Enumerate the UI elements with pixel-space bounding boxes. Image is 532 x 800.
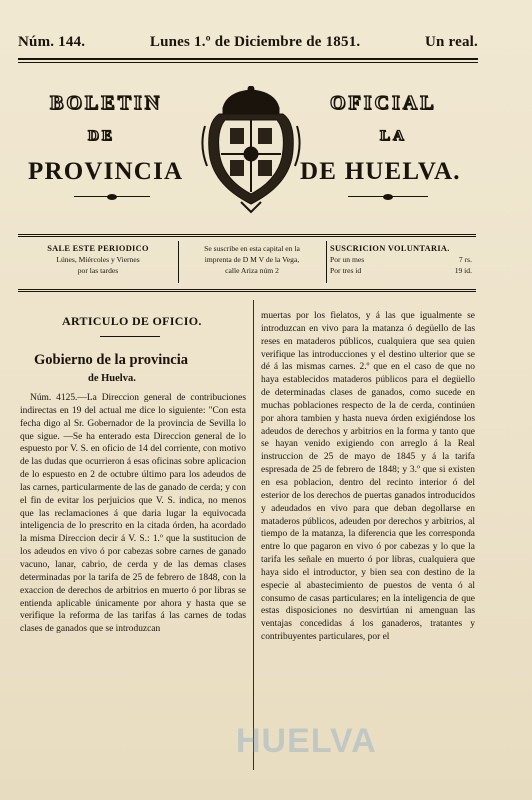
- price-value: 7 rs.: [458, 255, 472, 264]
- info-prices-title: SUSCRICION VOLUNTARIA.: [330, 244, 450, 253]
- article-heading: Gobierno de la provincia: [34, 352, 189, 368]
- masthead-de: DE: [88, 128, 115, 144]
- info-publication: [24, 243, 172, 276]
- info-place-line: Se suscribe en esta capital en la: [204, 244, 300, 253]
- info-separator: [326, 241, 327, 283]
- section-rule: [100, 336, 160, 337]
- right-column-text: [261, 310, 475, 765]
- info-subscription-place: [182, 243, 322, 276]
- watermark-huelva: HUELVA: [236, 722, 377, 760]
- ornament-left: [74, 194, 150, 200]
- price-label: Por un mes: [330, 255, 365, 264]
- info-place-line: imprenta de D M V de la Vega,: [204, 255, 300, 264]
- info-publication-title: SALE ESTE PERIODICO: [47, 244, 149, 253]
- left-column-paragraph: Núm. 4125.—La Direccion general de contribuciones indirectas en 19 del actual me dice lo siguiente: "Con esta fecha digo al Sr. Gobernador de la provincia de Sevilla lo que sigue. —Se ha enterado esta Direccion general de lo espuesto por V. S. en oficio de 14 del corriente, con motivo de las dudas que ocurrieron á esas oficinas sobre aplicacion de lo espuesto en 2 de octubre último para los adeudos de las carnes, particularmente de las de ganado de cerda; y con el fin de evitar los perjuicios que V. S. indica, no menos que las reclamaciones á que daria lugar la equivocada inteligencia de lo prescrito en la citada órden, ha acordado la misma Direccion decir á V. S.: 1.º que la sustitucion de los adeudos en vivo ó por cabezas sobre carnes de ganado vacuno, lanar, cabrio, de cerda y de las demas clases determinadas por la tarifa de 25 de febrero de 1848, con la exaccion de derechos de arbitrios en muerto ó por libras se entienda aplicable únicamente por ahora y hasta que se verifique la reforma de las tarifas á las carnes de todas clases de ganados que se introduzcan: [20, 393, 246, 635]
- masthead-oficial: OFICIAL: [330, 92, 437, 114]
- article-subheading: de Huelva.: [88, 373, 136, 384]
- section-title: ARTICULO DE OFICIO.: [62, 314, 202, 328]
- info-place-line: calle Ariza núm 2: [225, 266, 279, 275]
- header-line: [18, 34, 478, 51]
- price-value: 19 id.: [454, 266, 472, 275]
- masthead-de-huelva: DE HUELVA.: [300, 158, 461, 185]
- issue-date: Lunes 1.º de Diciembre de 1851.: [149, 34, 361, 50]
- price-row: [330, 265, 472, 276]
- ornament-right: [348, 194, 428, 200]
- price-row: [330, 254, 472, 265]
- coat-of-arms-icon: [197, 86, 305, 214]
- price-label: Por tres id: [330, 266, 362, 275]
- masthead-provincia: PROVINCIA: [28, 158, 184, 185]
- header-rule-bottom: [18, 62, 478, 63]
- column-divider: [253, 300, 254, 770]
- info-publication-days: Lúnes, Miércoles y Viernes: [56, 255, 140, 264]
- left-column-text: [20, 392, 246, 782]
- header-rule-top: [18, 58, 478, 60]
- info-publication-time: por las tardes: [77, 266, 119, 275]
- masthead-boletin: BOLETIN: [50, 92, 163, 114]
- issue-price: Un real.: [425, 34, 478, 50]
- issue-number: Núm. 144.: [18, 34, 86, 50]
- masthead-la: LA: [380, 128, 407, 144]
- right-column-paragraph: muertas por los fielatos, y á las que igualmente se introduzcan en vivo para la matanza ó degüello de las reses en mataderos públicos, cualquiera que sea quien verifique las introducciones y el destino ulterior que se dé á las mismas carnes. 2.º que en el caso de que no haya establecidos mataderos públicos para el degüello de determinadas clases de ganados, como sucede en muchas poblaciones respecto de la de cerda, continúen por ahora tambien y hasta nueva órden exigiéndose los adeudos de derechos y arbitrios en la forma y tanto que se hayan venido exigiendo con arreglo á la Real instruccion de 25 de mayo de 1845 y á la tarifa espresada de 25 de febrero de 1848; y 3.º que si existen en esa poblacion, dentro del recinto interior ó del esterior de los derechos de puertas ganados introducidos y adeudados en vivo para que deban degollarse en mataderos públicos, adeuden por derechos y arbitrios, al tiempo de la matanza, la diferencia que les corresponda entre lo que pagaron en vivo ó por cabezas y lo que la tarifa les señale en muerto ó por libras, cualquiera que haya sido el introductor, y bien sea con destino de la especie al abastecimiento de puestos de venta ó al consumo de casas particulares; en la inteligencia de que estas disposiciones no desvirtúan ni amenguan las ventajas concedidas á los ganaderos, tratantes y contribuyentes particulares, por el: [261, 311, 475, 643]
- info-prices: [330, 243, 472, 276]
- info-separator: [178, 241, 179, 283]
- subscription-info-bar: [18, 234, 476, 292]
